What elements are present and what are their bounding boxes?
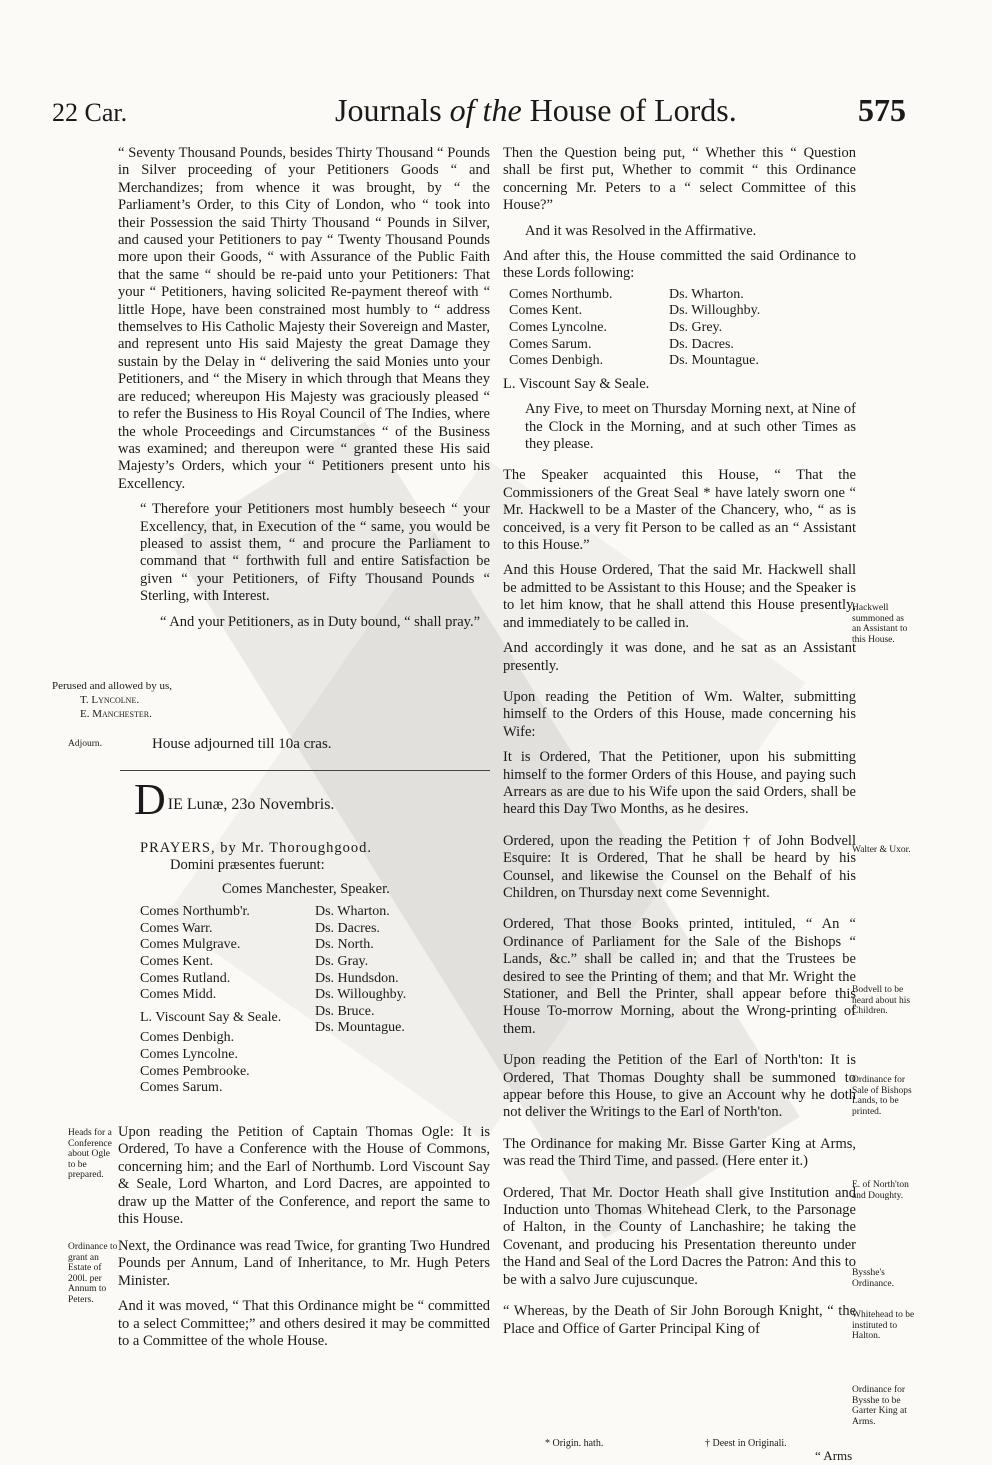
lord-name: Ds. Wharton.	[669, 286, 744, 302]
peters-entry: Next, the Ordinance was read Twice, for granting Two Hundred Pounds per Annum, Land of Inheritance, to Mr. Hugh Peters Minister. And it was moved, “ That this Ordinance might be “ committed to a select Committee;” and others desired it may be committed to a Committee of the whole House.	[118, 1238, 490, 1350]
walter-order: It is Ordered, That the Petitioner, upon his submitting himself to the former Orders of this House, and paying such Arrears as are due to his Wife upon the said Orders, shall be heard this Day Two Months, as he desires.	[503, 749, 856, 818]
lord-name: Comes Lyncolne.	[509, 320, 607, 336]
books-text: Ordered, That those Books printed, intituled, “ An “ Ordinance of Parliament for the Sale of the Bishops “ Lands, &c.” shall be called in; and that the Trustees be desired to see the Printing of them; and that Mr. Wright the Stationer, and Bell the Printer, shall appear before this House To-morrow Morning, about the Wrong-printing of them.	[503, 916, 856, 1037]
lord-name: Ds. Mountague.	[315, 1020, 405, 1036]
lord-name: Comes Rutland.	[140, 970, 231, 986]
committee-list	[509, 287, 856, 370]
speaker-line: Comes Manchester, Speaker.	[222, 880, 390, 897]
margin-note-ogle: Heads for a Conference about Ogle to be prepared.	[68, 1128, 112, 1180]
lord-name: Ds. Willoughby.	[315, 987, 407, 1003]
any-five-text: Any Five, to meet on Thursday Morning next, at Nine of the Clock in the Morning, and at such other Times as they please.	[525, 401, 856, 453]
left-column	[118, 145, 490, 639]
ogle-entry: Upon reading the Petition of Captain Thomas Ogle: It is Ordered, To have a Conference with the House of Commons, concerning him; and the Earl of Northumb. Lord Viscount Say & Seale, Lord Wharton, and Lord Dacres, are appointed to draw up the Matter of the Conference, and report the same to this House.	[118, 1124, 490, 1228]
lord-name: Comes Denbigh.	[509, 353, 604, 369]
committed-text: And after this, the House committed the said Ordinance to these Lords following:	[503, 248, 856, 282]
northton-text: Upon reading the Petition of the Earl of North'ton: It is Ordered, That Thomas Doughty shall be summoned to appear before this House, to give an Account why he doth not deliver the Writings to the Earl of North'ton.	[503, 1052, 856, 1121]
attendance	[140, 840, 490, 1097]
lord-name: Ds. Dacres.	[669, 336, 734, 352]
margin-note-bodvell: Bodvell to be heard about his Children.	[852, 985, 911, 1016]
margin-note-adjourn: Adjourn.	[68, 739, 103, 749]
petition-text: “ Seventy Thousand Pounds, besides Thirty Thousand “ Pounds in Silver proceeding of your Petitioners Goods “ and Merchandizes; from whence it was brought, by “ the Parliament’s Order, to this City of London, who “ took into their Possession the said Thirty Thousand “ Pounds in Silver, and caused your Petitioners to pay “ Twenty Thousand Pounds more upon their Goods, “ with Assurance of the Public Faith that the same “ should be re-paid unto your Petitioners: That your “ Petitioners, having solicited Re-payment thereof with “ little Hope, have been constrained most humbly to “ address themselves to His Catholic Majesty their Sovereign and Master, and represent unto His said Majesty the great Damage they sustain by the Delay in “ delivering the said Monies unto your Petitioners, and “ the Misery in which through that Means they are reduced; whereupon His Majesty was graciously pleased “ to refer the Business to His Royal Council of The Indies, where the whole Proceedings and Circumstances “ of the Business was examined; and thereupon were “ granted these His said Majesty’s Orders, which your “ Petitioners present unto his Excellency.	[118, 145, 490, 492]
lord-name: Ds. Bruce.	[315, 1003, 375, 1019]
heath-text: Ordered, That Mr. Doctor Heath shall give Institution and Induction unto Thomas Whitehead Clerk, to the Parsonage of Halton, in the County of Lanchashire; he taking the Covenant, and producing his Presentation thereunto under the Hand and Seal of the Lord Dacres the Patron: And this to be with a salvo Jure cujuscunque.	[503, 1184, 856, 1288]
signatures: Perused and allowed by us, T. Lyncolne. E. Manchester.	[52, 680, 173, 720]
margin-note-whereas: Ordinance for Bysshe to be Garter King at Arms.	[852, 1385, 907, 1427]
lord-name: Ds. Willoughby.	[669, 303, 761, 319]
margin-note-books: Ordinance for Sale of Bishops Lands, to be printed.	[852, 1075, 912, 1117]
adjourn-text: House adjourned till 10a cras.	[152, 736, 332, 752]
catchword: “ Arms	[815, 1448, 853, 1463]
hackwell-order: And this House Ordered, That the said Mr. Hackwell shall be admitted to be Assistant to this House; and the Speaker is to let him know, that he shall attend this House presently, and immediately to be called in.	[503, 562, 856, 631]
margin-note-northton: E. of North'ton and Doughty.	[852, 1180, 909, 1201]
whereas-text: “ Whereas, by the Death of Sir John Borough Knight, “ the Place and Office of Garter Principal King of	[503, 1303, 856, 1337]
bisse-text: The Ordinance for making Mr. Bisse Garter King at Arms, was read the Third Time, and passed. (Here enter it.)	[503, 1135, 856, 1170]
lord-name: Comes Lyncolne.	[140, 1046, 238, 1062]
lord-name: Ds. Grey.	[669, 320, 723, 336]
lord-name: Comes Denbigh.	[140, 1030, 235, 1046]
lord-name: Ds. Wharton.	[315, 904, 390, 920]
lord-name: Comes Sarum.	[140, 1080, 223, 1096]
lord-name: Comes Mulgrave.	[140, 937, 241, 953]
lord-name: Ds. Hundsdon.	[315, 970, 399, 986]
signer: T. Lyncolne.	[80, 694, 140, 706]
lord-name: Ds. Dacres.	[315, 920, 380, 936]
viscount-line: L. Viscount Say & Seale.	[140, 1009, 282, 1025]
page-number: 575	[858, 92, 906, 128]
regnal-year: 22 Car.	[52, 98, 128, 127]
lord-name: Comes Midd.	[140, 987, 217, 1003]
speaker-acquainted: The Speaker acquainted this House, “ That the Commissioners of the Great Seal * have lately sworn one “ Mr. Hackwell to be a Master of the Chancery, who, “ as is conceived, is a very fit Person to be called as an “ Assistant to this House.”	[503, 467, 856, 554]
domini-line: Domini præsentes fuerunt:	[170, 857, 325, 874]
lords-list	[140, 904, 490, 1097]
bodvell-text: Ordered, upon the reading the Petition † of John Bodvell Esquire: It is Ordered, That he shall be heard by his Counsel, and likewise the Counsel on the Behalf of his Children, on Thursday next come Sevennight.	[503, 832, 856, 901]
running-title: Journals of the House of Lords.	[335, 92, 737, 128]
prayers-line: PRAYERS, by Mr. Thoroughgood.	[140, 840, 373, 856]
margin-note-peters: Ordinance to grant an Estate of 200l. per Annum to Peters.	[68, 1242, 118, 1305]
petition-closing: “ And your Petitioners, as in Duty bound, “ shall pray.”	[160, 613, 481, 630]
question-text: Then the Question being put, “ Whether this “ Question shall be first put, Whether to commit “ this Ordinance concerning Mr. Peters to a “ select Committee of this House?”	[503, 145, 856, 214]
lord-name: Comes Warr.	[140, 920, 213, 936]
lord-name: Comes Northumb.	[509, 286, 613, 302]
margin-note-walter: Walter & Uxor.	[852, 845, 911, 855]
lord-name: Comes Sarum.	[509, 336, 592, 352]
petition-prayer: “ Therefore your Petitioners most humbly beseech “ your Excellency, that, in Execution of the “ same, you would be pleased to assist them, “ and procure the Parliament to command that “ forthwith full and entire Satisfaction be given “ your Petitioners, of Fifty Thousand Pounds “ Sterling, with Interest.	[140, 501, 490, 605]
lord-name: Ds. Gray.	[315, 954, 369, 969]
lord-name: Ds. North.	[315, 937, 374, 953]
resolved-text: And it was Resolved in the Affirmative.	[525, 222, 757, 239]
lord-name: Comes Kent.	[509, 303, 583, 319]
lord-name: Comes Kent.	[140, 954, 214, 969]
margin-note-hackwell: Hackwell summoned as an Assistant to this House.	[852, 603, 908, 645]
day-heading: D IE Lunæ, 23o Novembris.	[134, 775, 335, 824]
footnote: † Deest in Originali.	[705, 1438, 787, 1449]
accordingly-text: And accordingly it was done, and he sat as an Assistant presently.	[503, 640, 856, 674]
signer: E. Manchester.	[80, 708, 152, 720]
lord-name: Comes Northumb'r.	[140, 904, 250, 920]
walter-text: Upon reading the Petition of Wm. Walter, submitting himself to the Orders of this House, made concerning his Wife:	[503, 688, 856, 740]
footnote: * Origin. hath.	[545, 1438, 604, 1449]
margin-note-heath: Whitehead to be instituted to Halton.	[852, 1310, 915, 1341]
lord-name: Ds. Mountague.	[669, 353, 759, 369]
section-rule	[120, 770, 490, 771]
viscount-line: L. Viscount Say & Seale.	[503, 375, 650, 392]
lord-name: Comes Pembrooke.	[140, 1063, 250, 1079]
margin-note-bisse: Bysshe's Ordinance.	[852, 1268, 894, 1289]
right-column	[503, 145, 856, 1346]
